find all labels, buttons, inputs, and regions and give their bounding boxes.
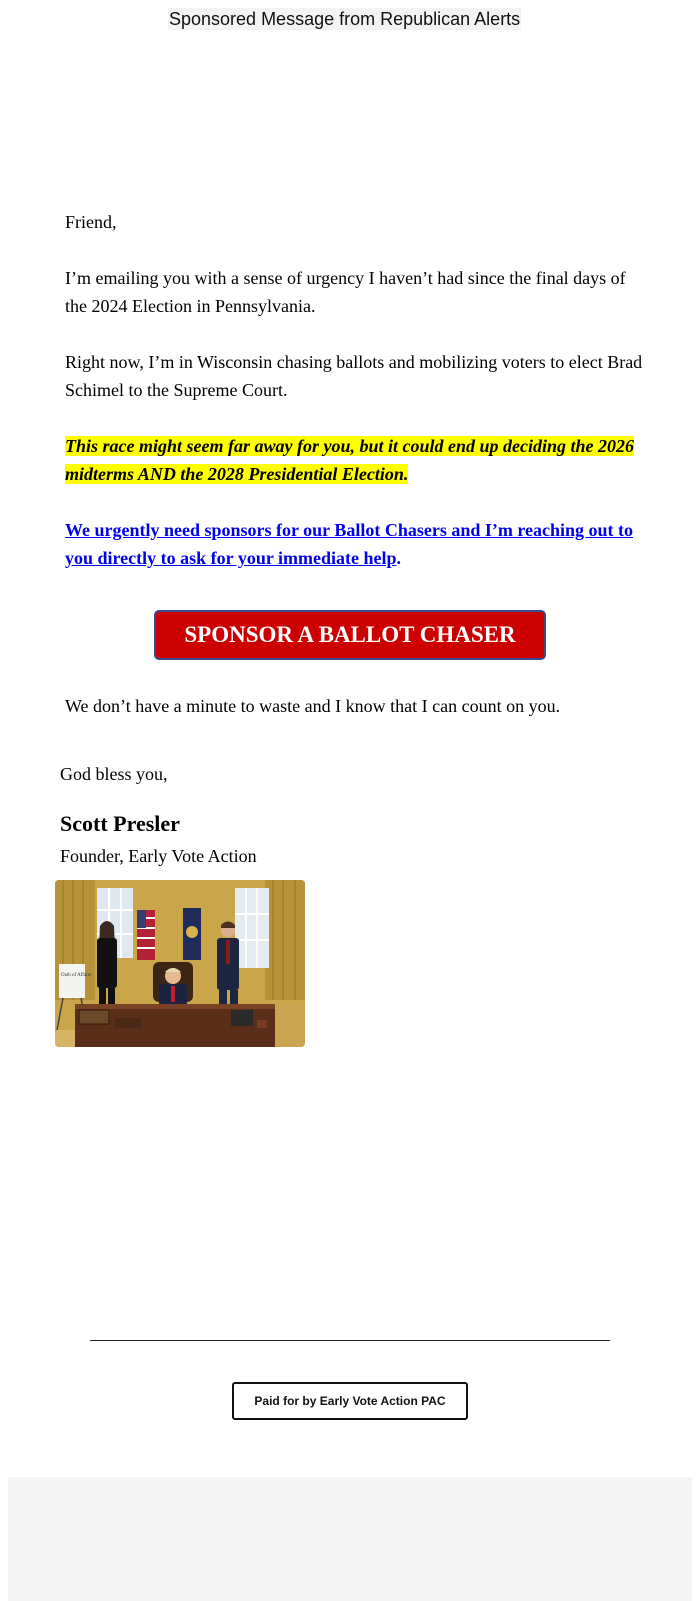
- paragraph-urgency: I’m emailing you with a sense of urgency I haven’t had since the final days of the 2024 Election in Pennsylvania.: [65, 268, 626, 316]
- footer-divider: [90, 1340, 610, 1341]
- paid-for-disclaimer: Paid for by Early Vote Action PAC: [232, 1382, 468, 1420]
- highlighted-text: This race might seem far away for you, but it could end up deciding the 2026 midterms AND the 2028 Presidential Election.: [65, 436, 635, 484]
- greeting: Friend,: [65, 212, 117, 232]
- easel-text: Oath of Affairs: [61, 973, 92, 978]
- signature-title: Founder, Early Vote Action: [60, 846, 257, 866]
- sponsor-link[interactable]: We urgently need sponsors for our Ballot Chasers and I’m reaching out to you directly to ask for your immediate help: [65, 520, 634, 568]
- sponsor-ballot-chaser-button[interactable]: SPONSOR A BALLOT CHASER: [154, 610, 546, 660]
- paragraph-wisconsin: Right now, I’m in Wisconsin chasing ballots and mobilizing voters to elect Brad Schimel to the Supreme Court.: [65, 352, 643, 400]
- link-period: .: [396, 548, 401, 568]
- closing-text: God bless you,: [60, 764, 168, 784]
- oval-office-photo: [55, 880, 305, 1047]
- footer-background: [8, 1477, 692, 1601]
- paragraph-link: [65, 516, 645, 572]
- sponsored-message-label: Sponsored Message from Republican Alerts: [169, 9, 521, 29]
- paragraph-waste: We don’t have a minute to waste and I know that I can count on you.: [65, 696, 561, 716]
- signature-name: Scott Presler: [60, 811, 180, 836]
- paragraph-highlight: [65, 432, 645, 488]
